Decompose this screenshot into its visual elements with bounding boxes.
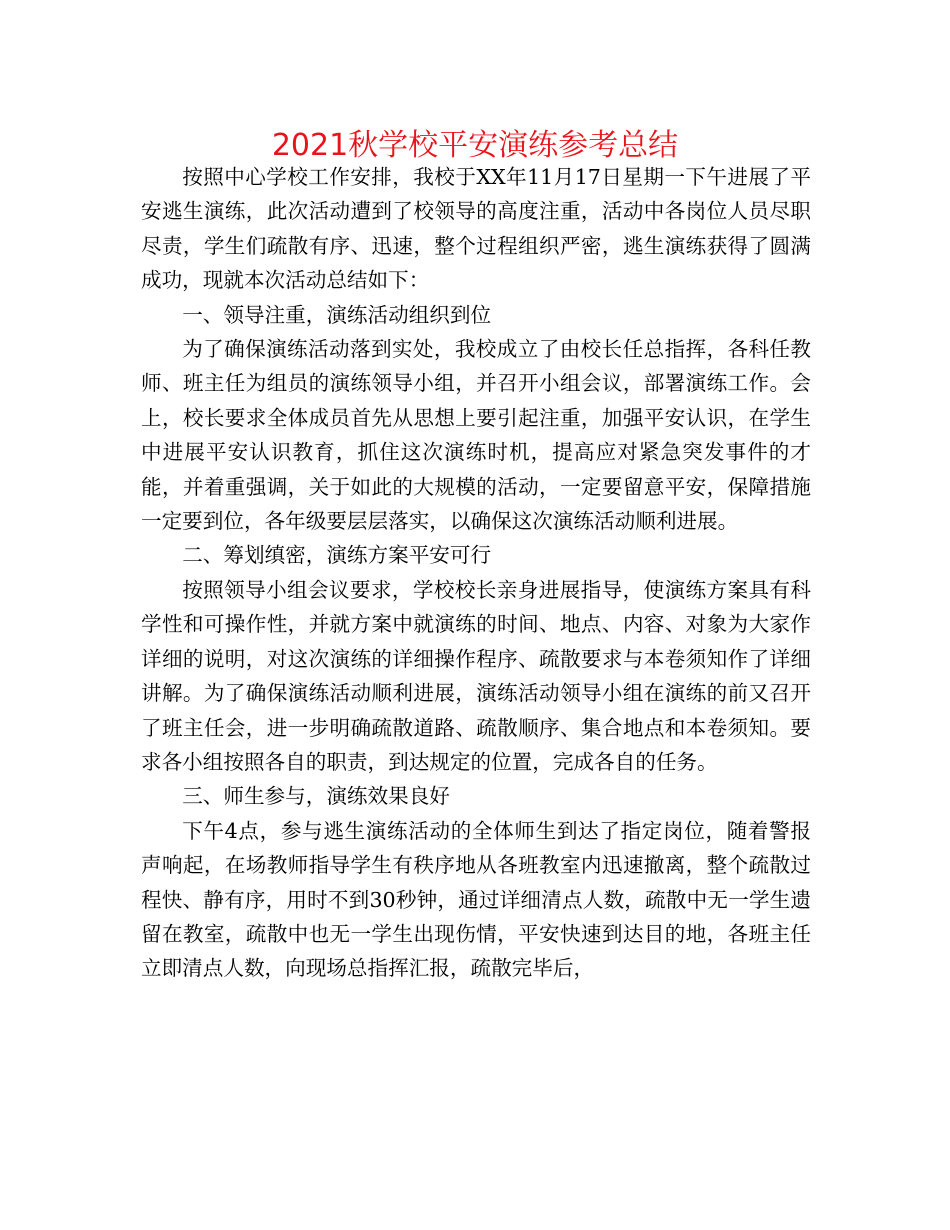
document-title: 2021秋学校平安演练参考总结	[271, 128, 679, 163]
intro-paragraph: 按照中心学校工作安排，我校于XX年11月17日星期一下午进展了平安逃生演练，此次活动遭到了校领导的高度注重，活动中各岗位人员尽职尽责，学生们疏散有序、迅速，整个过程组织严密，逃生演练获得了圆满成功，现就本次活动总结如下：	[141, 165, 811, 293]
section-paragraph-3: 下午4点，参与逃生演练活动的全体师生到达了指定岗位，随着警报声响起，在场教师指导学生有秩序地从各班教室内迅速撤离，整个疏散过程快、静有序，用时不到30秒钟，通过详细清点人数，疏散中无一学生遗留在教室，疏散中也无一学生出现伤情，平安快速到达目的地，各班主任立即清点人数，向现场总指挥汇报，疏散完毕后，	[141, 818, 811, 981]
section-heading-3: 三、师生参与，演练效果良好	[182, 784, 450, 809]
document-body	[141, 160, 811, 986]
section-paragraph-1: 为了确保演练活动落到实处，我校成立了由校长任总指挥，各科任教师、班主任为组员的演练领导小组，并召开小组会议，部署演练工作。会上，校长要求全体成员首先从思想上要引起注重，加强平安认识，在学生中进展平安认识教育，抓住这次演练时机，提高应对紧急突发事件的才能，并着重强调，关于如此的大规模的活动，一定要留意平安，保障措施一定要到位，各年级要层层落实，以确保这次演练活动顺利进展。	[141, 337, 811, 534]
section-heading-2: 二、筹划缜密，演练方案平安可行	[182, 543, 492, 568]
section-heading-1: 一、领导注重，演练活动组织到位	[182, 302, 492, 327]
section-paragraph-2: 按照领导小组会议要求，学校校长亲身进展指导，使演练方案具有科学性和可操作性，并就方案中就演练的时间、地点、内容、对象为大家作详细的说明，对这次演练的详细操作程序、疏散要求与本卷须知作了详细讲解。为了确保演练活动顺利进展，演练活动领导小组在演练的前又召开了班主任会，进一步明确疏散道路、疏散顺序、集合地点和本卷须知。要求各小组按照各自的职责，到达规定的位置，完成各自的任务。	[141, 577, 811, 774]
